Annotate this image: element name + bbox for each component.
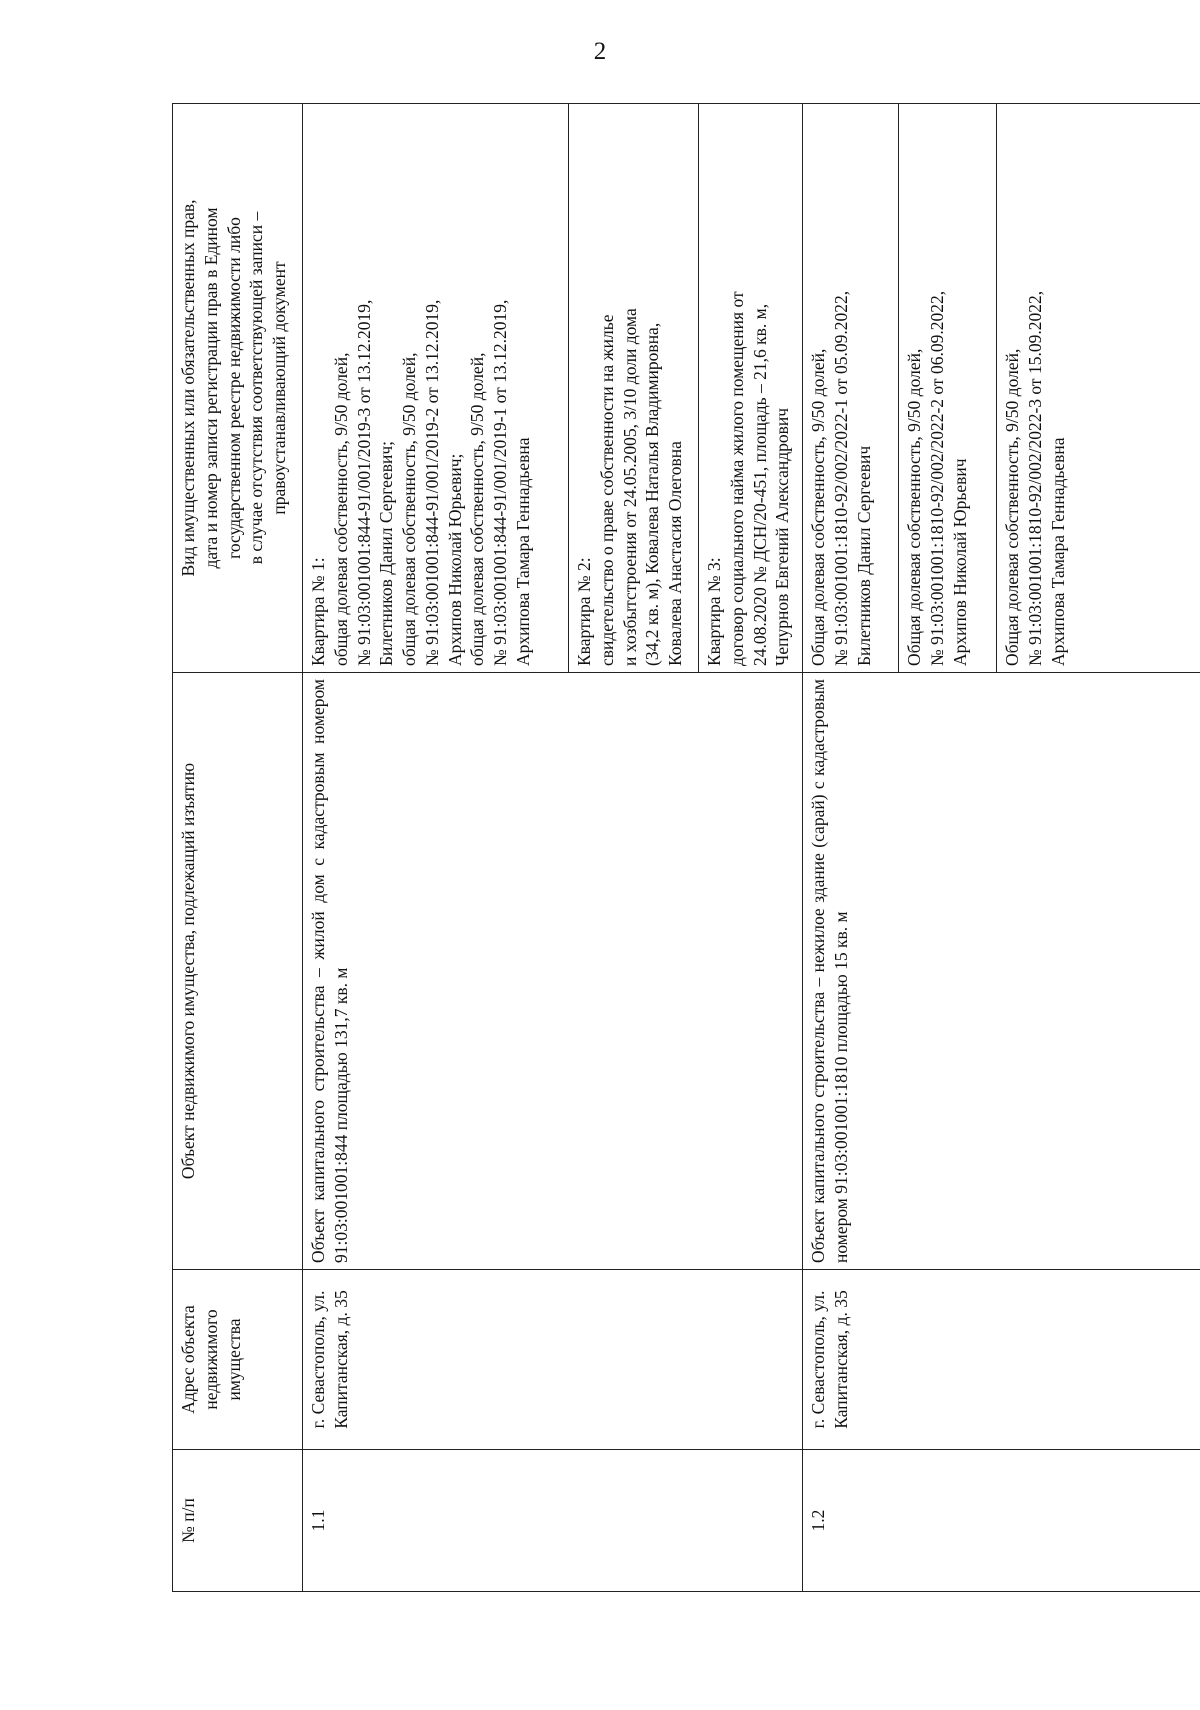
rights-share-1: [803, 104, 899, 673]
row-object: Объект капитального строительства – нежилое здание (сарай) с кадастровым номером 91:03:001001:1810 площадью 15 кв. м: [803, 673, 1200, 1270]
header-rights-line: дата и номер записи регистрации прав в Едином: [200, 207, 221, 569]
rights-line: свидетельство о праве собственности на жилье: [596, 314, 617, 666]
rights-line: общая долевая собственность, 9/50 долей,: [467, 352, 488, 666]
rights-share-2: [899, 104, 997, 673]
rights-line: Билетников Данил Сергеевич;: [376, 440, 397, 666]
header-rights-line: правоустанавливающий документ: [269, 261, 289, 515]
header-rights: [173, 104, 303, 673]
rights-line: Архипов Николай Юрьевич: [949, 458, 970, 666]
row-number: 1.2: [803, 1450, 1200, 1592]
header-rights-line: в случае отсутствия соответствующей записи –: [246, 211, 267, 565]
rights-line: Ковалева Анастасия Олеговна: [665, 441, 685, 666]
rights-line: общая долевая собственность, 9/50 долей,: [330, 352, 351, 666]
rights-apartment-2: [569, 104, 699, 673]
rights-line: общая долевая собственность, 9/50 долей,: [399, 352, 419, 666]
table-frame: [172, 104, 1200, 1592]
header-rights-line: Вид имущественных или обязательственных прав,: [178, 199, 198, 577]
row-address: г. Севастополь, ул. Капитанская, д. 35: [303, 1270, 803, 1450]
header-rights-line: государственном реестре недвижимости либо: [223, 217, 244, 559]
rights-line: № 91:03:001001:1810-92/002/2022-1 от 05.09.2022,: [830, 290, 851, 666]
rights-line: договор социального найма жилого помещения от: [726, 291, 747, 666]
rights-apartment-3: [699, 104, 803, 673]
row-number: 1.1: [303, 1450, 803, 1592]
rights-line: Квартира № 1:: [308, 557, 328, 666]
rights-line: № 91:03:001001:844-91/001/2019-1 от 13.12.2019,: [490, 299, 510, 666]
rights-line: и хозбытстроения от 24.05.2005, 3/10 доли дома: [619, 308, 640, 666]
rights-line: № 91:03:001001:844-91/001/2019-3 от 13.12.2019,: [353, 299, 374, 666]
table-row: [303, 104, 569, 1592]
rights-line: Общая долевая собственность, 9/50 долей,: [808, 348, 828, 666]
rights-line: Квартира № 3:: [704, 557, 724, 666]
rights-line: № 91:03:001001:844-91/001/2019-2 от 13.12.2019,: [421, 299, 442, 666]
rights-line: 24.08.2020 № ДСН/20-451, площадь – 21,6 кв. м,: [749, 303, 770, 666]
row-address: г. Севастополь, ул. Капитанская, д. 35: [803, 1270, 1200, 1450]
rights-line: Архипова Тамара Геннадьевна: [512, 437, 533, 666]
rights-line: № 91:03:001001:1810-92/002/2022-2 от 06.09.2022,: [926, 290, 947, 666]
rights-apartment-1: [303, 104, 569, 673]
rights-share-3: [997, 104, 1200, 673]
header-object: Объект недвижимого имущества, подлежащий изъятию: [173, 673, 303, 1270]
rights-line: Общая долевая собственность, 9/50 долей,: [1002, 348, 1022, 666]
rights-line: Билетников Данил Сергеевич: [853, 445, 874, 666]
page-number: 2: [593, 38, 607, 65]
property-table: [172, 103, 1200, 1592]
rotated-table-container: [172, 104, 1200, 1592]
table-header-row: [173, 104, 303, 1592]
rights-line: № 91:03:001001:1810-92/002/2022-3 от 15.09.2022,: [1024, 290, 1045, 666]
rights-line: Квартира № 2:: [574, 557, 594, 666]
table-row: [803, 104, 899, 1592]
rights-line: (34,2 кв. м), Ковалева Наталья Владимировна,: [642, 322, 663, 666]
rights-line: Общая долевая собственность, 9/50 долей,: [904, 348, 924, 666]
rights-line: Архипов Николай Юрьевич;: [444, 453, 465, 666]
header-address: Адрес объекта недвижимого имущества: [173, 1270, 303, 1450]
rights-line: Архипова Тамара Геннадьевна: [1047, 437, 1068, 666]
row-object: Объект капитального строительства – жилой дом с кадастровым номером 91:03:001001:844 площадью 131,7 кв. м: [303, 673, 803, 1270]
header-num: № п/п: [173, 1450, 303, 1592]
rights-line: Чепурнов Евгений Александрович: [772, 407, 793, 666]
